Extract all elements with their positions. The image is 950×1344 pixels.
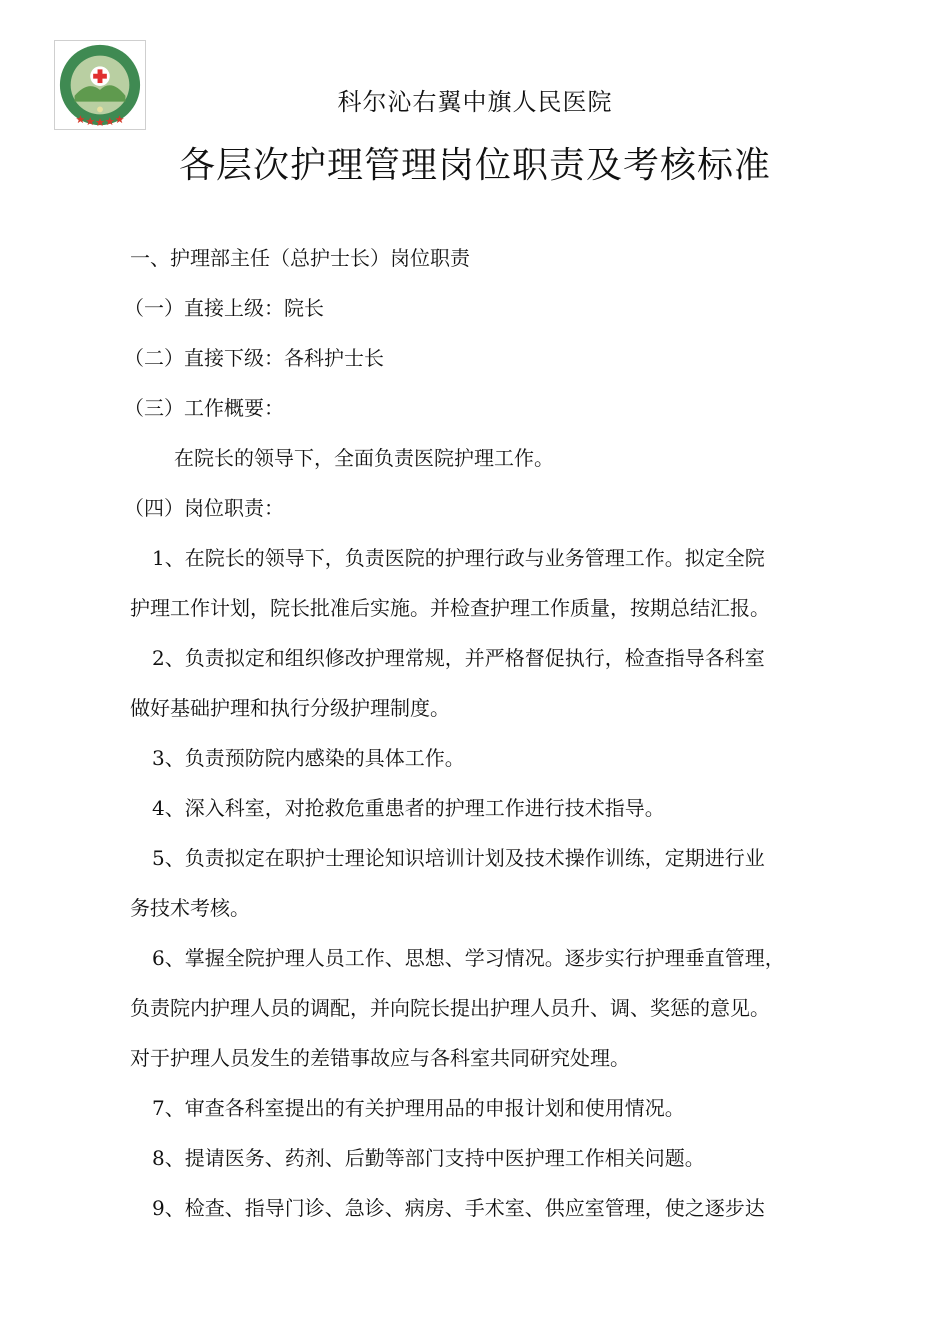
duty-item-2: 2、负责拟定和组织修改护理常规，并严格督促执行，检查指导各科室 xyxy=(152,646,765,670)
duty-item-1: 1、在院长的领导下，负责医院的护理行政与业务管理工作。拟定全院 xyxy=(152,546,765,570)
section-heading: 一、护理部主任（总护士长）岗位职责 xyxy=(130,246,470,270)
hospital-name: 科尔沁右翼中旗人民医院 xyxy=(337,88,613,116)
duty-item-6: 6、掌握全院护理人员工作、思想、学习情况。逐步实行护理垂直管理， xyxy=(152,946,785,970)
direct-subordinate: （二）直接下级：各科护士长 xyxy=(124,346,384,370)
duty-item-1-cont: 护理工作计划，院长批准后实施。并检查护理工作质量，按期总结汇报。 xyxy=(130,596,770,620)
work-summary-heading: （三）工作概要： xyxy=(124,396,284,420)
direct-superior: （一）直接上级：院长 xyxy=(124,296,324,320)
duty-item-4: 4、深入科室，对抢救危重患者的护理工作进行技术指导。 xyxy=(152,796,665,820)
duty-item-2-cont: 做好基础护理和执行分级护理制度。 xyxy=(130,696,450,720)
duty-item-6-cont: 负责院内护理人员的调配，并向院长提出护理人员升、调、奖惩的意见。 xyxy=(130,996,770,1020)
document-title: 各层次护理管理岗位职责及考核标准 xyxy=(178,145,771,186)
duty-item-8: 8、提请医务、药剂、后勤等部门支持中医护理工作相关问题。 xyxy=(152,1146,705,1170)
work-summary-text: 在院长的领导下，全面负责医院护理工作。 xyxy=(174,446,554,470)
duty-item-5-cont: 务技术考核。 xyxy=(130,896,250,920)
duty-item-9: 9、检查、指导门诊、急诊、病房、手术室、供应室管理，使之逐步达 xyxy=(152,1196,765,1220)
duty-item-3: 3、负责预防院内感染的具体工作。 xyxy=(152,746,465,770)
duty-item-5: 5、负责拟定在职护士理论知识培训计划及技术操作训练，定期进行业 xyxy=(152,846,765,870)
duty-item-7: 7、审查各科室提出的有关护理用品的申报计划和使用情况。 xyxy=(152,1096,685,1120)
duties-heading: （四）岗位职责： xyxy=(124,496,284,520)
duty-item-6-cont-2: 对于护理人员发生的差错事故应与各科室共同研究处理。 xyxy=(130,1046,630,1070)
document-body xyxy=(124,233,836,1233)
